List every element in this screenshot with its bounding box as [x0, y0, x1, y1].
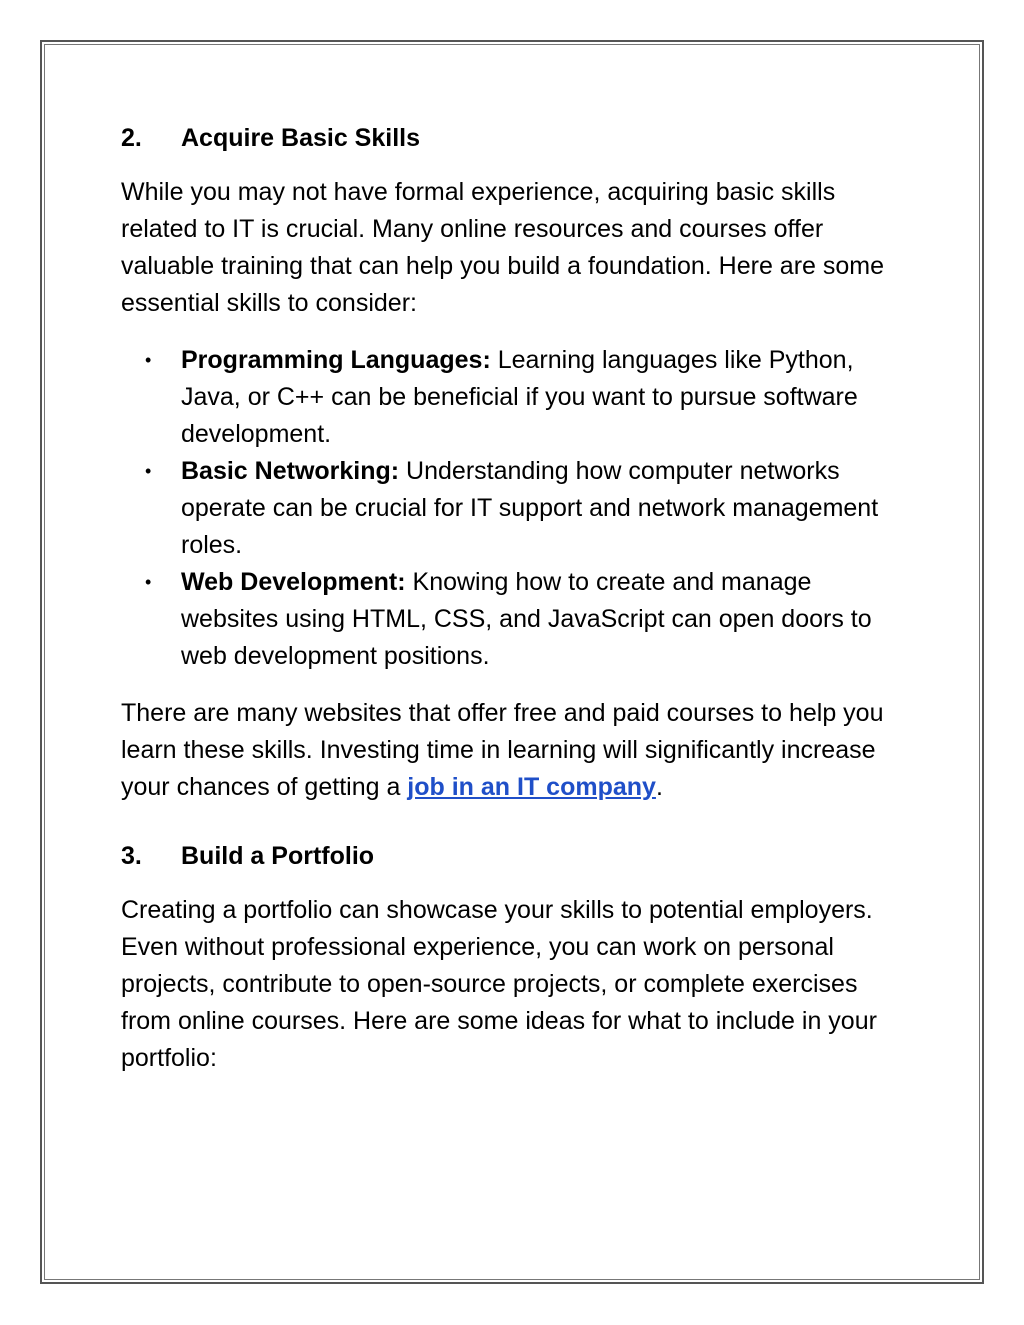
list-item-label: Web Development:	[181, 568, 406, 596]
section-3-number: 3.	[121, 842, 142, 870]
section-2-intro: While you may not have formal experience, acquiring basic skills related to IT is crucial. Many online resources and courses offer valuable training that can help you build a foundation. Here are some essential skills to consider:	[121, 178, 885, 317]
list-item-label: Basic Networking:	[181, 457, 400, 485]
list-item-text: Knowing how to create and manage websites using HTML, CSS, and JavaScript can open doors to web development positions.	[181, 568, 872, 670]
list-item-programming-languages	[121, 342, 911, 453]
list-item-text: Learning languages like Python, Java, or C++ can be beneficial if you want to pursue software development.	[181, 346, 858, 448]
section-2-heading	[121, 120, 911, 157]
section-3-heading	[121, 838, 911, 875]
section-3-title: Build a Portfolio	[181, 842, 375, 870]
skills-list	[121, 342, 911, 675]
list-item-label: Programming Languages:	[181, 346, 491, 374]
list-item-basic-networking	[121, 453, 911, 564]
it-company-job-link[interactable]: job in an IT company	[407, 773, 656, 801]
section-2-outro-end: .	[655, 773, 663, 801]
list-item-web-development	[121, 564, 911, 675]
section-2-number: 2.	[121, 124, 142, 152]
list-item-text: Understanding how computer networks operate can be crucial for IT support and network management roles.	[181, 457, 879, 559]
section-2-outro	[121, 695, 911, 806]
bullet-icon: •	[145, 350, 152, 370]
document-content	[121, 120, 911, 1097]
section-2-outro-text: There are many websites that offer free and paid courses to help you learn these skills. Investing time in learning will significantly increase your chances of getting a	[121, 699, 884, 801]
section-2-title: Acquire Basic Skills	[181, 124, 421, 152]
bullet-icon: •	[145, 461, 152, 481]
section-3-body: Creating a portfolio can showcase your skills to potential employers. Even without professional experience, you can work on personal projects, contribute to open-source projects, or complete exercises from online courses. Here are some ideas for what to include in your portfolio:	[121, 896, 877, 1072]
bullet-icon: •	[145, 572, 152, 592]
